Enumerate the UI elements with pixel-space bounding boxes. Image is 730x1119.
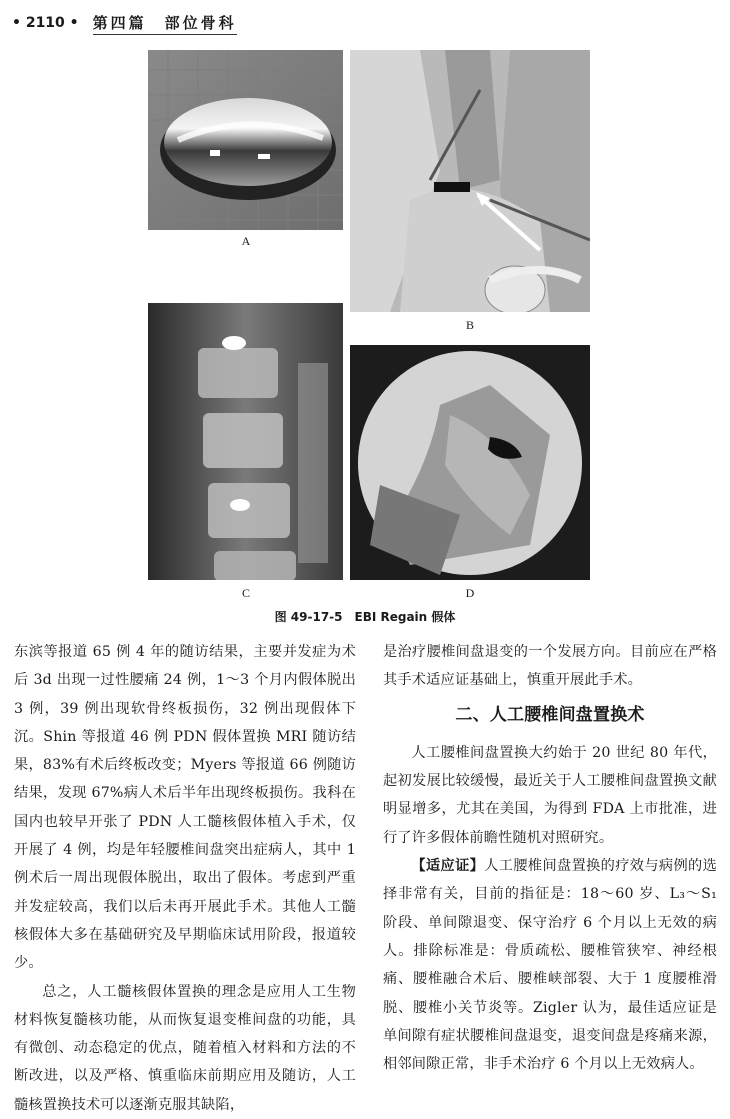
figure-panel-c [148,303,343,580]
indication-text: 人工腰椎间盘置换的疗效与病例的选择非常有关，目前的指征是：18～60 岁、L₃～S₁ 阶段、单间隙退变、保守治疗 6 个月以上无效的病人。排除标准是：骨质疏松、腰椎管狭窄、神经根痛、腰椎融合术后、腰椎峡部裂、大于 1 度腰椎滑脱、腰椎小关节炎等。Zigler 认为，最佳适应证是单间隙有症状腰椎间盘退变，退变间盘是疼痛来源，相邻间隙正常，非手术治疗 6 个月以上无效病人。 [383,858,717,1073]
paragraph: 人工腰椎间盘置换大约始于 20 世纪 80 年代，起初发展比较缓慢，最近关于人工腰椎间盘置换文献明显增多，尤其在美国，为得到 FDA 上市批准，进行了许多假体前瞻性随机对照研究。 [383,744,717,846]
indication-tag: 【适应证】 [411,858,485,875]
panel-label-d: D [465,586,475,600]
implant-photo-icon [148,50,343,230]
paragraph: 是治疗腰椎间盘退变的一个发展方向。目前应在严格其手术适应证基础上，慎重开展此手术。 [383,644,717,689]
figure-panel-d [350,345,590,580]
left-column [14,638,356,1119]
xray-fluoro-icon [350,345,590,580]
page-number: • 2110 • [12,15,79,31]
panel-label-c: C [241,586,250,600]
panel-label-a: A [241,234,251,248]
paragraph: 东滨等报道 65 例 4 年的随访结果，主要并发症为术后 3d 出现一过性腰痛 24 例，1～3 个月内假体脱出 3 例，39 例出现软骨终板损伤，32 例出现假体下沉。Shin 等报道 46 例 PDN 假体置换 MRI 随访结果，83%有术后终板改变；Myers 等报道 66 例随访结果，发现 67%病人术后半年出现终板损伤。我科在国内也较早开张了 PDN 人工髓核假体植入手术，仅开展了 4 例，均是年轻腰椎间盘突出症病人，其中 1 例术后一周出现假体脱出，取出了假体。考虑到严重并发症较高，我们以后未再开展此手术。其他人工髓核假体大多在基础研究及早期临床试用阶段，报道较少。 [14,644,356,972]
paragraph: 总之，人工髓核假体置换的理念是应用人工生物材料恢复髓核功能，从而恢复退变椎间盘的功能，具有微创、动态稳定的优点，随着植入材料和方法的不断改进，以及严格、慎重临床前期应用及随访，人工髓核置换技术可以逐渐克服其缺陷， [14,983,356,1113]
right-column [383,638,717,1078]
part-title: 第四篇 部位骨科 [93,12,237,35]
page-header [12,10,722,36]
xray-lateral-icon [148,303,343,580]
surgery-photo-icon [350,50,590,312]
figure-panel-a [148,50,343,230]
panel-label-b: B [465,318,474,332]
section-title: 二、人工腰椎间盘置换术 [455,704,645,725]
paragraph [383,852,717,1078]
figure-caption: 图 49-17-5 EBI Regain 假体 [274,610,456,624]
figure-panel-b [350,50,590,312]
